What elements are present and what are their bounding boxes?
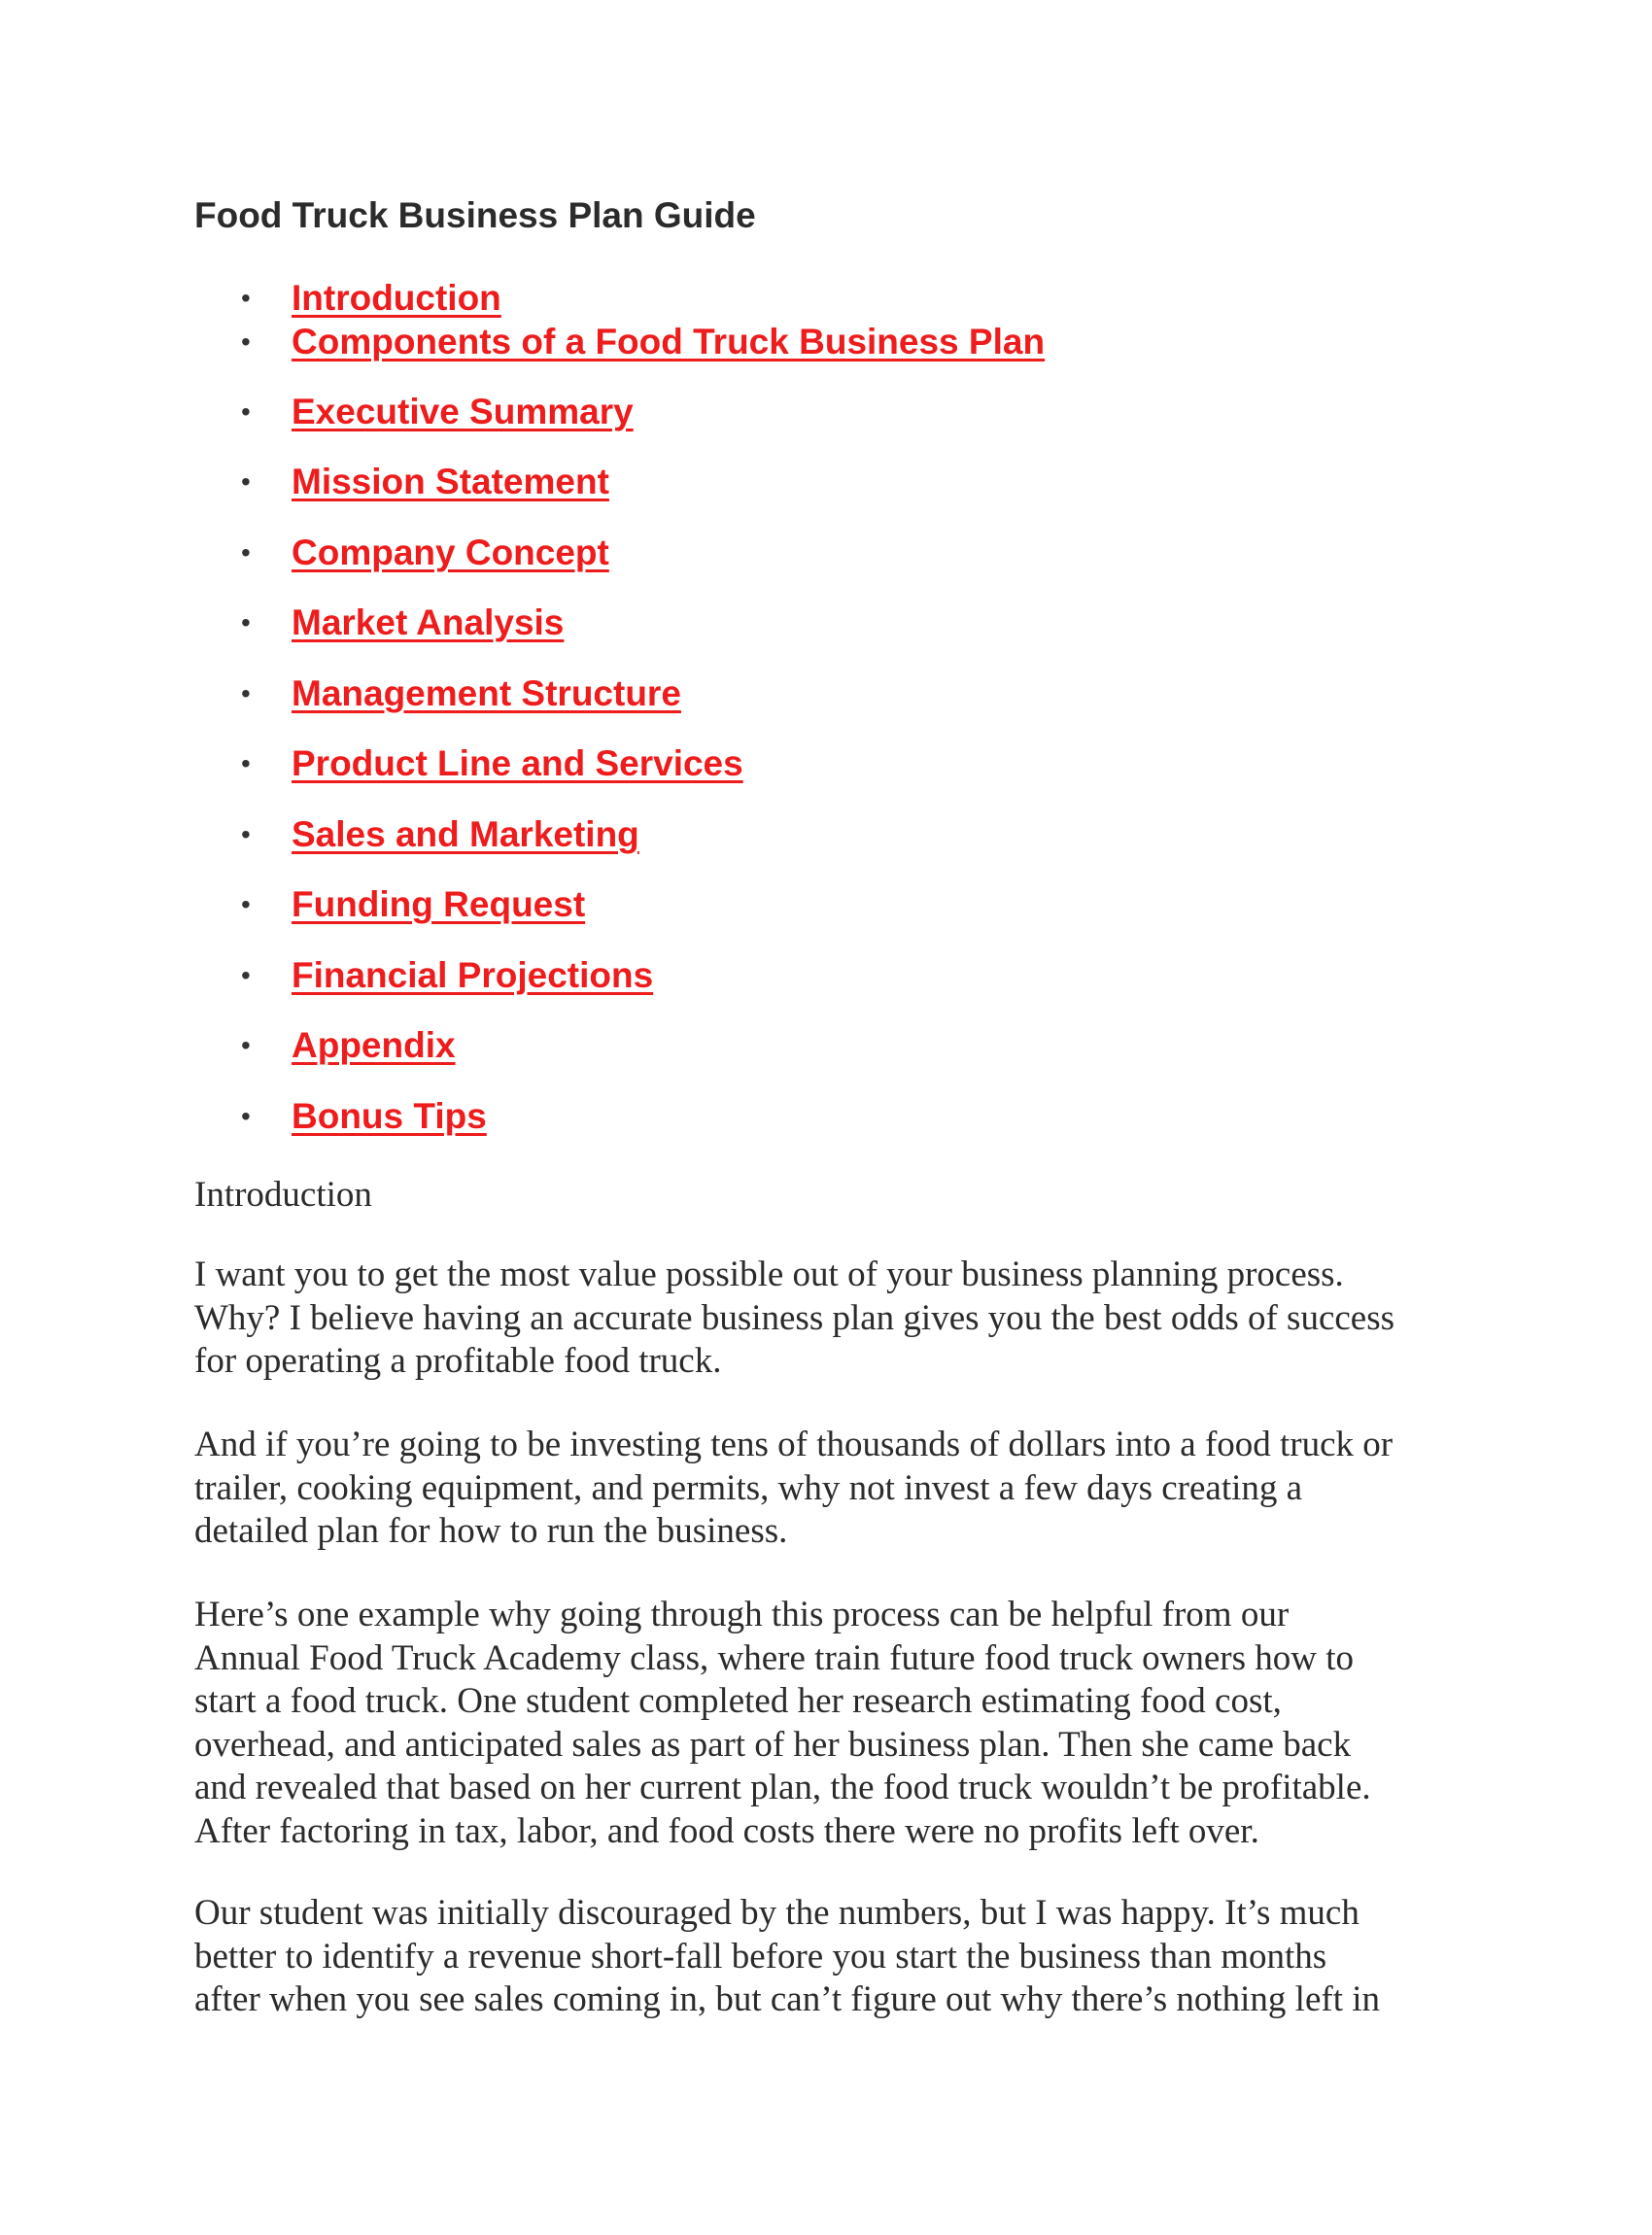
paragraph-line: detailed plan for how to run the business.	[194, 1511, 788, 1551]
toc-link-appendix[interactable]: Appendix	[292, 1025, 456, 1065]
body-paragraph	[194, 1424, 1393, 1554]
paragraph-line: Our student was initially discouraged by the numbers, but I was happy. It’s much	[194, 1893, 1359, 1933]
body-paragraph	[194, 1254, 1394, 1384]
toc-link-introduction[interactable]: Introduction	[292, 278, 501, 318]
paragraph-line: Why? I believe having an accurate business plan gives you the best odds of success	[194, 1297, 1395, 1338]
toc-link-management-structure[interactable]: Management Structure	[292, 673, 681, 713]
bullet-icon: •	[241, 327, 251, 357]
bullet-icon: •	[241, 960, 251, 990]
bullet-icon: •	[241, 889, 251, 919]
body-paragraph	[194, 1892, 1380, 2022]
bullet-icon: •	[241, 1030, 251, 1060]
body-paragraph	[194, 1594, 1371, 1853]
document-title: Food Truck Business Plan Guide	[194, 195, 756, 235]
paragraph-line: I want you to get the most value possible out of your business planning process.	[194, 1255, 1344, 1294]
paragraph-line: after when you see sales coming in, but can’t figure out why there’s nothing left in	[194, 1979, 1381, 2019]
paragraph-line: for operating a profitable food truck.	[194, 1341, 722, 1381]
toc-link-company-concept[interactable]: Company Concept	[292, 533, 609, 572]
toc-link-sales-marketing[interactable]: Sales and Marketing	[292, 814, 639, 854]
bullet-icon: •	[241, 1101, 251, 1131]
bullet-icon: •	[241, 678, 251, 708]
paragraph-line: And if you’re going to be investing tens of thousands of dollars into a food truck or	[194, 1425, 1394, 1464]
toc-link-funding-request[interactable]: Funding Request	[292, 884, 586, 924]
paragraph-line: trailer, cooking equipment, and permits, why not invest a few days creating a	[194, 1467, 1303, 1508]
paragraph-line: start a food truck. One student completed her research estimating food cost,	[194, 1681, 1282, 1721]
paragraph-line: Annual Food Truck Academy class, where train future food truck owners how to	[194, 1637, 1355, 1678]
bullet-icon: •	[241, 396, 251, 427]
toc-link-product-line[interactable]: Product Line and Services	[292, 743, 743, 783]
paragraph-line: and revealed that based on her current plan, the food truck wouldn’t be profitable.	[194, 1768, 1371, 1807]
bullet-icon: •	[241, 537, 251, 567]
toc-link-executive-summary[interactable]: Executive Summary	[292, 392, 634, 431]
paragraph-line: After factoring in tax, labor, and food costs there were no profits left over.	[194, 1810, 1259, 1851]
toc-link-mission-statement[interactable]: Mission Statement	[292, 462, 609, 501]
toc-link-financial-projections[interactable]: Financial Projections	[292, 955, 654, 995]
bullet-icon: •	[241, 466, 251, 497]
paragraph-line: overhead, and anticipated sales as part of her business plan. Then she came back	[194, 1724, 1352, 1765]
bullet-icon: •	[241, 819, 251, 849]
toc-link-components[interactable]: Components of a Food Truck Business Plan	[292, 322, 1046, 361]
paragraph-line: better to identify a revenue short-fall before you start the business than months	[194, 1936, 1327, 1977]
paragraph-line: Here’s one example why going through this process can be helpful from our	[194, 1595, 1290, 1634]
bullet-icon: •	[241, 607, 251, 637]
toc-link-bonus-tips[interactable]: Bonus Tips	[292, 1096, 487, 1136]
section-heading-introduction: Introduction	[194, 1175, 372, 1215]
bullet-icon: •	[241, 283, 251, 313]
bullet-icon: •	[241, 748, 251, 778]
toc-link-market-analysis[interactable]: Market Analysis	[292, 602, 565, 642]
